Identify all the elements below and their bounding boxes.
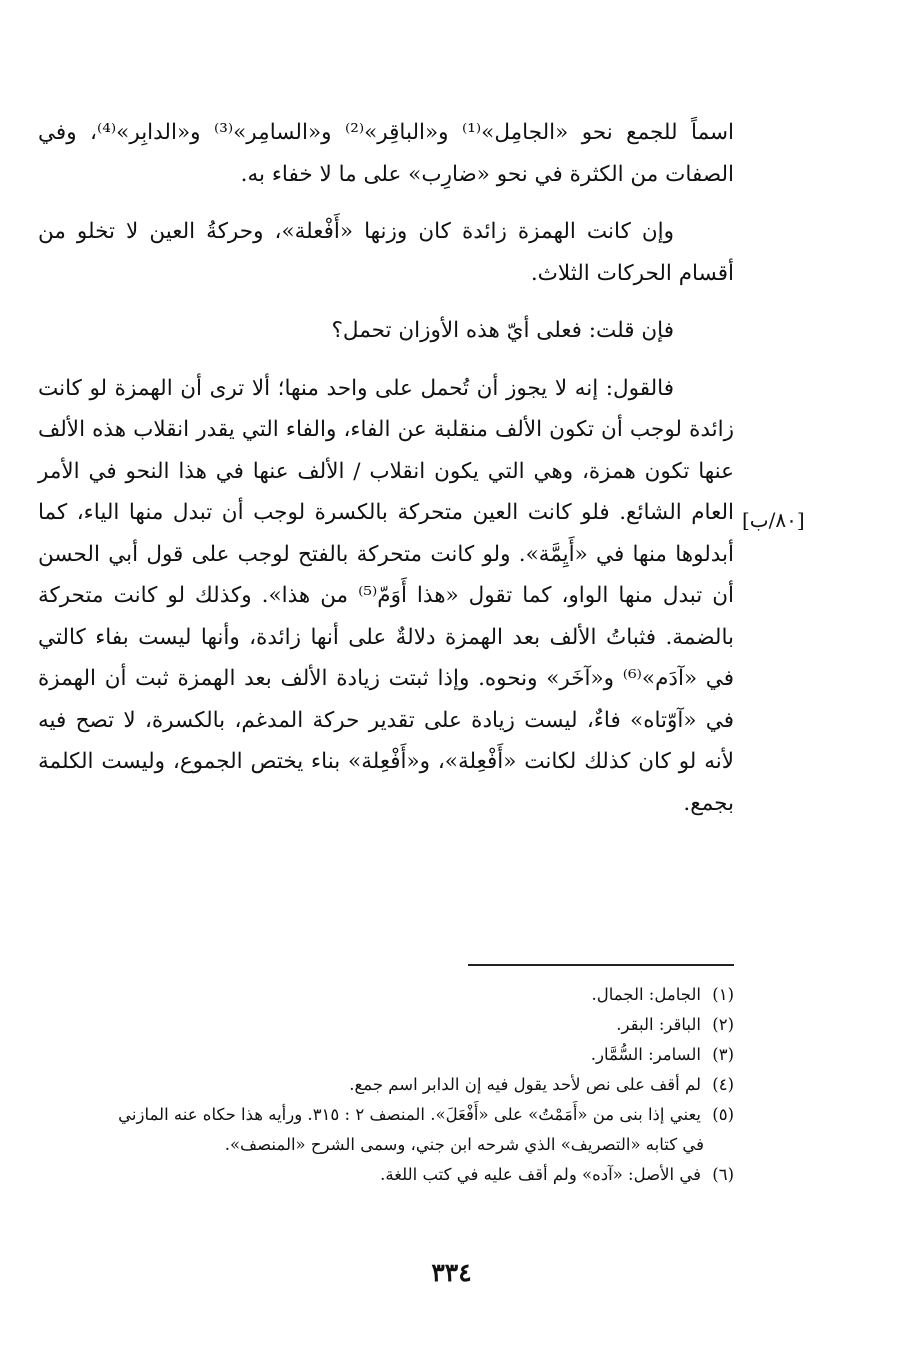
footnote-number: (٥) xyxy=(712,1105,734,1124)
footnotes xyxy=(38,980,734,1190)
footnote-text: الجامل: الجمال. xyxy=(591,985,701,1004)
footnote-text: لم أقف على نص لأحد يقول فيه إن الدابر اسم جمع. xyxy=(349,1075,701,1094)
footnote-5-continuation: في كتابه «التصريف» الذي شرحه ابن جني، وسمى الشرح «المنصف». xyxy=(224,1135,704,1154)
footnote-text: يعني إذا بنى من «أَمَمْتُ» على «أَفْعَلَ». المنصف ٢ : ٣١٥. ورأيه هذا حكاه عنه المازني xyxy=(118,1105,701,1124)
paragraph-3: فإن قلت: فعلى أيّ هذه الأوزان تحمل؟ xyxy=(331,318,674,343)
footnote-number: (٣) xyxy=(712,1045,734,1064)
footnote-3 xyxy=(38,1040,734,1070)
footnote-number: (٦) xyxy=(712,1165,734,1184)
footnote-text: السامر: السُّمَّار. xyxy=(590,1045,701,1064)
footnote-6 xyxy=(38,1160,734,1190)
footnote-separator xyxy=(468,964,734,966)
footnote-text: في الأصل: «آده» ولم أقف عليه في كتب اللغة. xyxy=(380,1165,701,1184)
paragraph-2: وإن كانت الهمزة زائدة كان وزنها «أَفْعلة»، وحركةُ العين لا تخلو من أقسام الحركات الثلاث. xyxy=(38,219,734,286)
footnote-2 xyxy=(38,1010,734,1040)
footnote-number: (٢) xyxy=(712,1015,734,1034)
paragraph-1: اسماً للجمع نحو «الجامِل»⁽¹⁾ و«الباقِر»⁽²⁾ و«السامِر»⁽³⁾ و«الدابِر»⁽⁴⁾، وفي الصفات من الكثرة في نحو «ضارِب» على ما لا خفاء به. xyxy=(38,120,734,187)
footnote-4 xyxy=(38,1070,734,1100)
footnote-5 xyxy=(38,1100,734,1130)
footnote-number: (٤) xyxy=(712,1075,734,1094)
manuscript-folio-reference: [٨٠/ب] xyxy=(742,508,805,532)
footnote-number: (١) xyxy=(712,985,734,1004)
paragraph-4: فالقول: إنه لا يجوز أن تُحمل على واحد منها؛ ألا ترى أن الهمزة لو كانت زائدة لوجب أن تكون الألف منقلبة عن الفاء، والفاء التي يقدر انقلاب هذه الألف عنها تكون همزة، وهي التي يكون انقلاب / الألف عنها في هذا النحو في الأمر العام الشائع. فلو كانت العين متحركة بالكسرة لوجب أن تبدل منها الياء، كما أبدلوها منها في «أَيِمَّة». ولو كانت متحركة بالفتح لوجب على قول أبي الحسن أن تبدل منها الواو، كما تقول «هذا أَوَمّ⁽⁵⁾ من هذا». وكذلك لو كانت متحركة بالضمة. فثباتُ الألف بعد الهمزة دلالةٌ على أنها زائدة، وأنها ليست بفاء كالتي في «آدَم»⁽⁶⁾ و«آخَر» ونحوه. وإذا ثبتت زيادة الألف بعد الهمزة ثبت أن الهمزة في «آوّتاه» فاءٌ، ليست زيادة على تقدير حركة المدغم، بالكسرة، لا تصح فيه لأنه لو كان كذلك لكانت «أَفْعِلة»، و«أَفْعِلة» بناء يختص الجموع، وليست الكلمة بجمع. xyxy=(38,375,735,816)
page-number: ٣٣٤ xyxy=(431,1258,472,1287)
main-text xyxy=(38,112,734,824)
footnote-text: الباقر: البقر. xyxy=(616,1015,701,1034)
footnote-1 xyxy=(38,980,734,1010)
